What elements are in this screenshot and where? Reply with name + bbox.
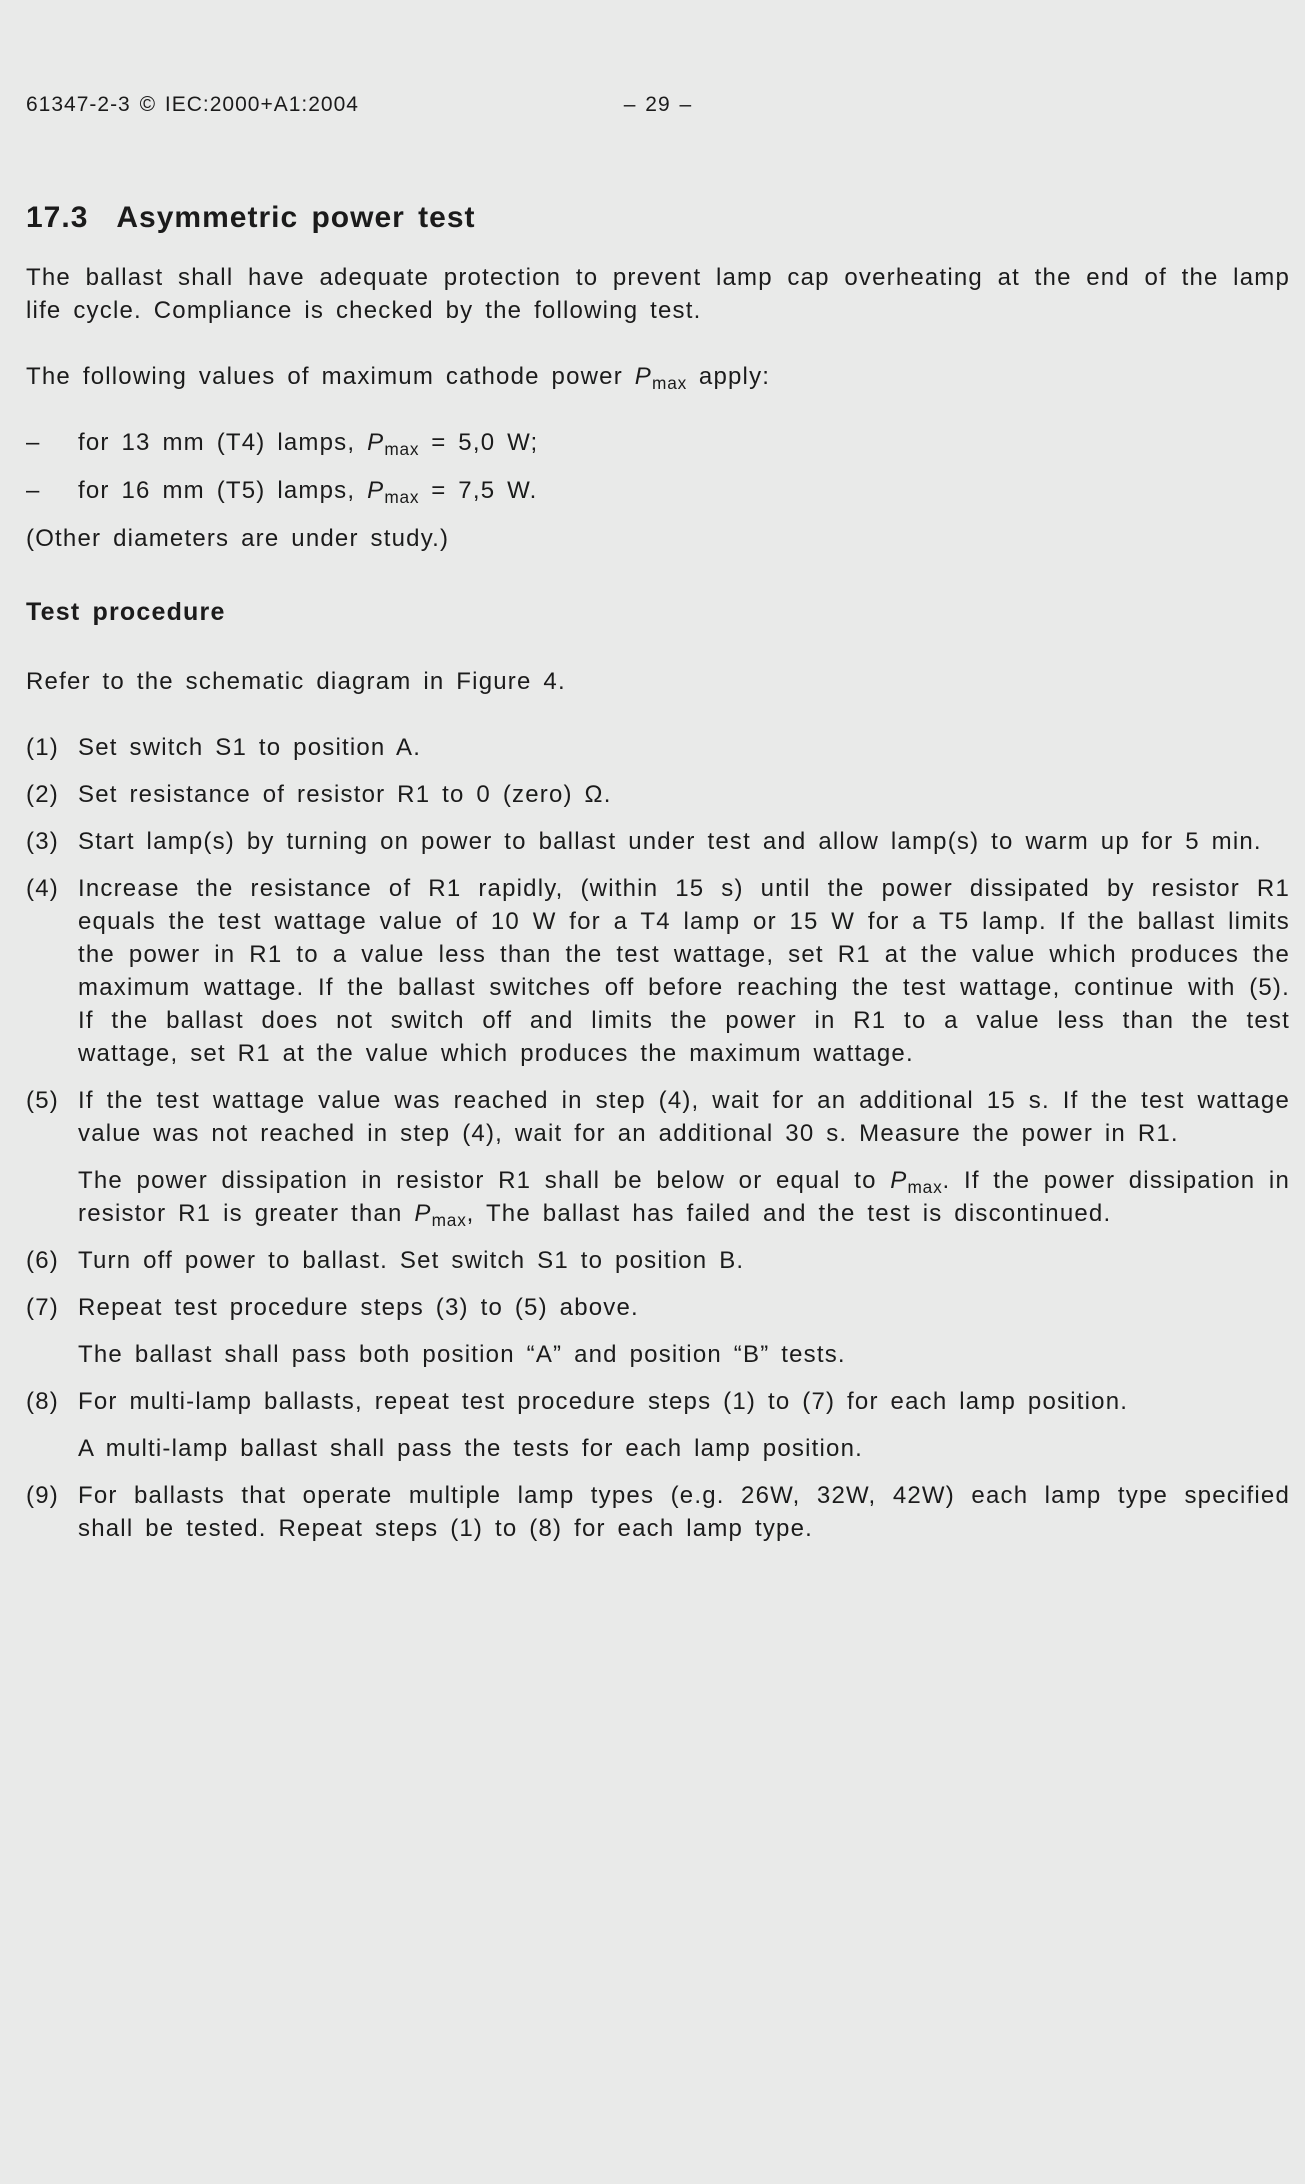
item-marker: (7) bbox=[26, 1294, 59, 1321]
list-item-4 bbox=[26, 872, 1290, 1070]
item-marker: (9) bbox=[26, 1482, 59, 1509]
dash-marker: – bbox=[26, 477, 41, 504]
section-title: Asymmetric power test bbox=[116, 201, 476, 234]
dash-bullet bbox=[26, 474, 1290, 507]
list-item-2 bbox=[26, 778, 1290, 811]
item-marker: (2) bbox=[26, 781, 59, 808]
item-text: Start lamp(s) by turning on power to ballast under test and allow lamp(s) to warm up for 5 min. bbox=[78, 828, 1262, 855]
section-number: 17.3 bbox=[26, 201, 89, 234]
item-text: If the test wattage value was reached in step (4), wait for an additional 15 s. If the test wattage value was not reached in step (4), wait for an additional 30 s. Measure the power in R1. bbox=[78, 1087, 1290, 1147]
subheading-test-procedure: Test procedure bbox=[26, 598, 226, 626]
item-marker: (6) bbox=[26, 1247, 59, 1274]
paragraph: The power dissipation in resistor R1 shall be below or equal to $P_{max}$. If the power dissipation in resistor R1 is greater than $P_{max}$, The ballast has failed and the test is discontinued. bbox=[78, 1167, 1290, 1230]
list-item-1 bbox=[26, 731, 1290, 764]
section-heading bbox=[26, 199, 1290, 237]
item-marker: (4) bbox=[26, 875, 59, 902]
list-item-9 bbox=[26, 1479, 1290, 1545]
paragraph: A multi-lamp ballast shall pass the tests for each lamp position. bbox=[78, 1435, 863, 1462]
list-item-8 bbox=[26, 1385, 1290, 1418]
item-text: Increase the resistance of R1 rapidly, (within 15 s) until the power dissipated by resistor R1 equals the test wattage value of 10 W for a T4 lamp or 15 W for a T5 lamp. If the ballast limits the power in R1 to a value less than the test wattage, set R1 at the value which produces the maximum wattage. If the ballast switches off before reaching the test wattage, continue with (5). If the ballast does not switch off and limits the power in R1 to a value less than the test wattage, set R1 at the value which produces the maximum wattage. bbox=[78, 875, 1290, 1067]
paragraph: The ballast shall pass both position “A” and position “B” tests. bbox=[78, 1341, 846, 1368]
dash-bullet bbox=[26, 426, 1290, 459]
list-item-3 bbox=[26, 825, 1290, 858]
item-text: Turn off power to ballast. Set switch S1 to position B. bbox=[78, 1247, 745, 1274]
list-item-6 bbox=[26, 1244, 1290, 1277]
item-text: Set resistance of resistor R1 to 0 (zero) Ω. bbox=[78, 781, 612, 808]
item-text: for 16 mm (T5) lamps, $P_{max} = 7,5$ W. bbox=[78, 477, 538, 507]
item-text: Set switch S1 to position A. bbox=[78, 734, 422, 761]
item-marker: (1) bbox=[26, 734, 59, 761]
document-reference: 61347-2-3 © IEC:2000+A1:2004 bbox=[26, 93, 359, 116]
list-item-5 bbox=[26, 1084, 1290, 1150]
paragraph: Refer to the schematic diagram in Figure 4. bbox=[26, 668, 566, 695]
item-marker: (3) bbox=[26, 828, 59, 855]
page-number: – 29 – bbox=[623, 93, 693, 116]
item-marker: (8) bbox=[26, 1388, 59, 1415]
list-item-7 bbox=[26, 1291, 1290, 1324]
item-marker: (5) bbox=[26, 1087, 59, 1114]
item-text: For ballasts that operate multiple lamp types (e.g. 26W, 32W, 42W) each lamp type specified shall be tested. Repeat steps (1) to (8) for each lamp type. bbox=[78, 1482, 1290, 1542]
paragraph: The ballast shall have adequate protection to prevent lamp cap overheating at the end of the lamp life cycle. Compliance is checked by the following test. bbox=[26, 264, 1290, 324]
dash-marker: – bbox=[26, 429, 41, 456]
document-body bbox=[26, 261, 1290, 1545]
item-text: For multi-lamp ballasts, repeat test procedure steps (1) to (7) for each lamp position. bbox=[78, 1388, 1129, 1415]
paragraph: The following values of maximum cathode power $P_{max}$ apply: bbox=[26, 363, 771, 393]
item-text: Repeat test procedure steps (3) to (5) above. bbox=[78, 1294, 639, 1321]
paragraph: (Other diameters are under study.) bbox=[26, 525, 450, 552]
page-header bbox=[26, 88, 1290, 121]
item-text: for 13 mm (T4) lamps, $P_{max} = 5,0$ W; bbox=[78, 429, 539, 459]
